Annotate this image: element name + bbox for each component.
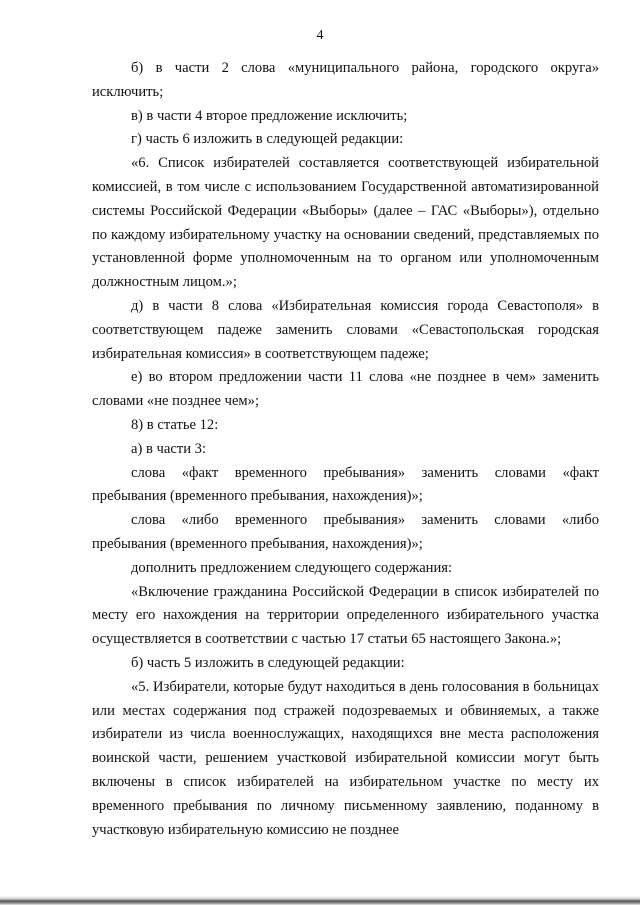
- paragraph-b-part-5: б) часть 5 изложить в следующей редакции:: [131, 654, 405, 671]
- paragraph-replace-fact: слова «факт временного пребывания» заменить словами «факт пребывания (временного пребывания, нахождения)»;: [92, 464, 599, 505]
- paragraph-v-part-4: в) в части 4 второе предложение исключить;: [131, 107, 408, 124]
- paragraph-quote-inclusion: «Включение гражданина Российской Федерации в список избирателей по месту его нахождения на территории определенного избирательного участка осуществляется в соответствии с частью 17 статьи 65 настоящего Закона.»;: [92, 583, 599, 648]
- scan-edge-border: [0, 896, 640, 905]
- paragraph-a-part-3: а) в части 3:: [131, 440, 207, 457]
- paragraph-quote-6: «6. Список избирателей составляется соответствующей избирательной комиссией, в том числе с использованием Государственной автоматизированной системы Российской Федерации «Выборы» (далее – ГАС «Выборы»), отдельно по каждому избирательному участку на основании сведений, представляемых по установленной форме уполномоченным на то органом или уполномоченным должностным лицом.»;: [92, 155, 599, 291]
- paragraph-e-part-11: е) во втором предложении части 11 слова «не позднее в чем» заменить словами «не позднее чем»;: [92, 369, 599, 410]
- paragraph-d-part-8: д) в части 8 слова «Избирательная комиссия города Севастополя» в соответствующем падеже заменить словами «Севастопольская городская избирательная комиссия» в соответствующем падеже;: [92, 297, 599, 362]
- paragraph-g-part-6: г) часть 6 изложить в следующей редакции:: [131, 131, 404, 148]
- paragraph-quote-5: «5. Избиратели, которые будут находиться в день голосования в больницах или местах содержания под стражей подозреваемых и обвиняемых, а также избиратели из числа военнослужащих, находящихся вне места расположения воинской части, решением участковой избирательной комиссии могут быть включены в список избирателей на избирательном участке по месту их временного пребывания по личному письменному заявлению, поданному в участковую избирательную комиссию не позднее: [92, 678, 599, 838]
- document-body: [92, 57, 599, 842]
- paragraph-replace-libo: слова «либо временного пребывания» заменить словами «либо пребывания (временного пребывания, нахождения)»;: [92, 512, 599, 552]
- page-number: 4: [316, 28, 324, 43]
- paragraph-b-part-2: б) в части 2 слова «муниципального района, городского округа» исключить;: [92, 60, 599, 100]
- paragraph-supplement: дополнить предложением следующего содержания:: [131, 559, 453, 576]
- paragraph-item-8: 8) в статье 12:: [131, 416, 219, 433]
